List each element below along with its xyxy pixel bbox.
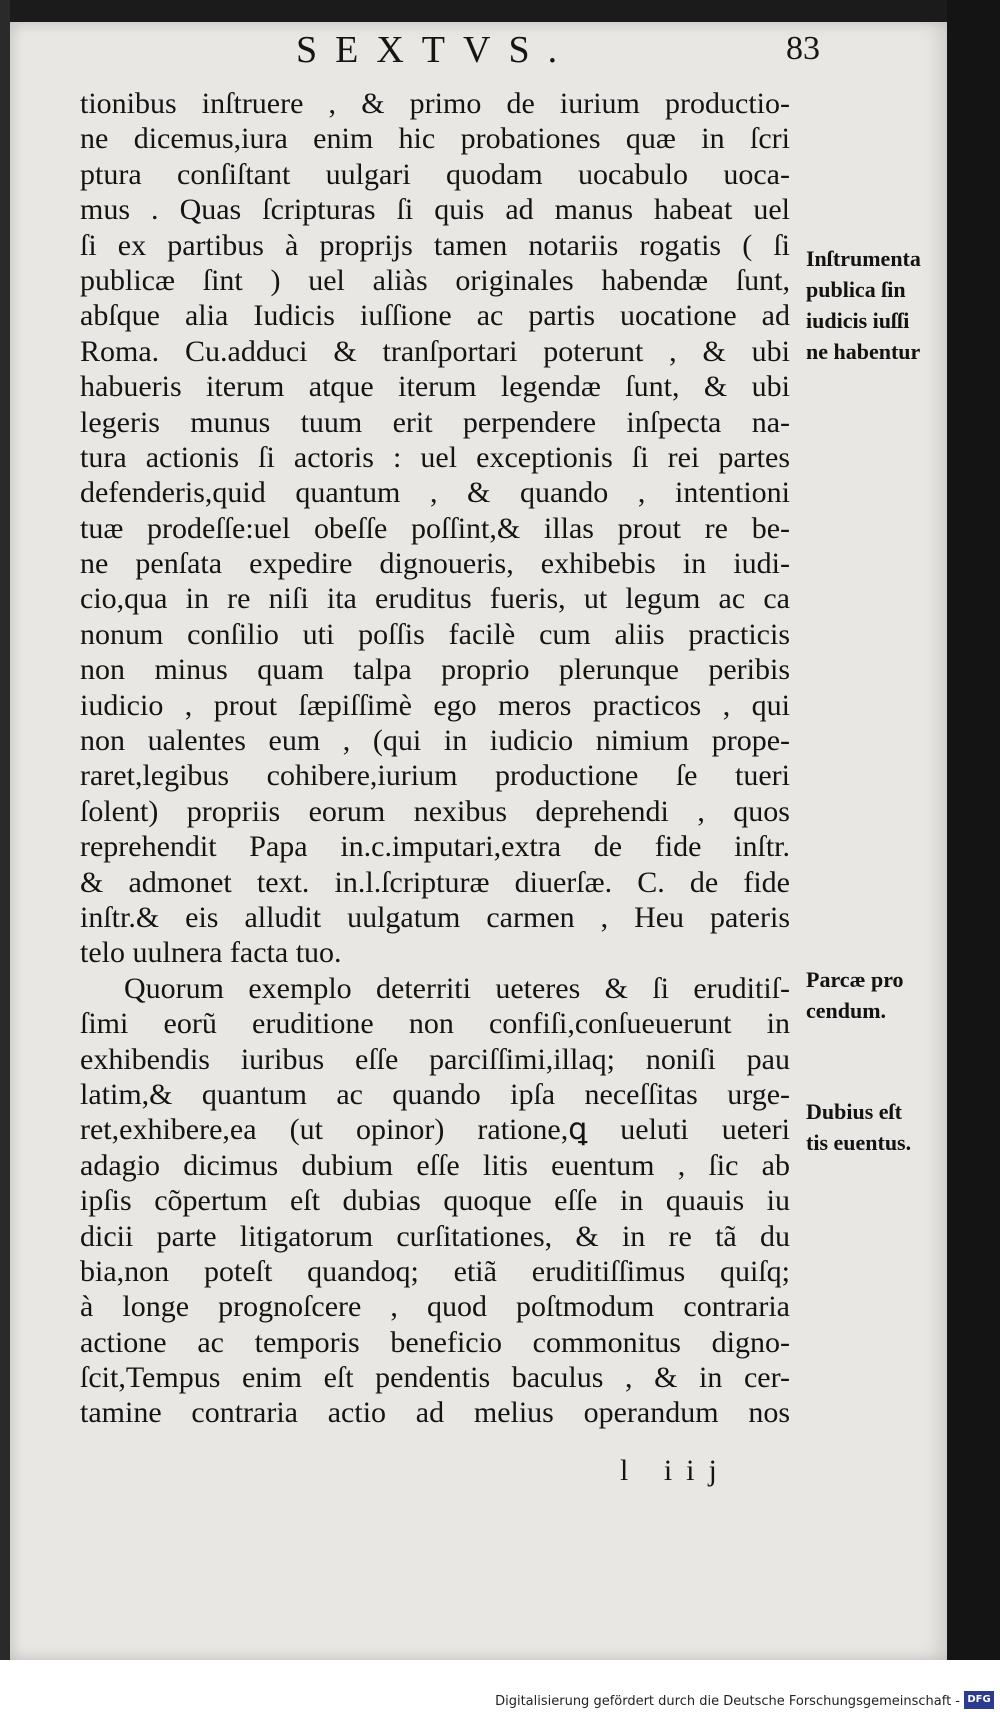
text-line: tuæ prodeſſe:uel obeſſe poſſint,& illas prout re be- bbox=[80, 511, 790, 545]
text-line: latim,& quantum ac quando ipſa neceſſitas urge- bbox=[80, 1077, 790, 1111]
text-line: cio,qua in re niſi ita eruditus fueris, ut legum ac ca bbox=[80, 582, 790, 616]
margin-note-line: Dubius eſt bbox=[806, 1099, 902, 1124]
text-line: abſque alia Iudicis iuſſione ac partis uocatione ad bbox=[80, 299, 790, 333]
footer-bar bbox=[0, 1660, 1000, 1718]
text-line: habueris iterum atque iterum legendæ ſunt, & ubi bbox=[80, 370, 790, 404]
margin-note-line: Parcæ pro bbox=[806, 967, 904, 992]
page-left-edge bbox=[0, 0, 10, 1660]
margin-note-line: tis euentus. bbox=[806, 1130, 912, 1155]
text-line: ret,exhibere,ea (ut opinor) ratione,ꝗ ueluti ueteri bbox=[80, 1113, 790, 1147]
text-line: tura actionis ſi actoris : uel exceptionis ſi rei partes bbox=[80, 440, 790, 474]
margin-notes bbox=[806, 0, 947, 1660]
text-line: non ualentes eum , (qui in iudicio nimium prope- bbox=[80, 724, 790, 758]
text-line: reprehendit Papa in.c.imputari,extra de fide inſtr. bbox=[80, 830, 790, 864]
margin-note-line: publica ſin bbox=[806, 277, 906, 302]
text-line: Roma. Cu.adduci & tranſportari poterunt , & ubi bbox=[80, 334, 790, 368]
text-line: tamine contraria actio ad melius operandum nos bbox=[80, 1396, 790, 1430]
text-line: ſi ex partibus à proprijs tamen notariis rogatis ( ſi bbox=[80, 228, 790, 262]
text-line: dicii parte litigatorum curſitationes, & in re tã du bbox=[80, 1219, 790, 1253]
text-line: nonum conſilio uti poſſis facilè cum aliis practicis bbox=[80, 617, 790, 651]
text-line: raret,legibus cohibere,iurium productione ſe tueri bbox=[80, 759, 790, 793]
footer-credit: Digitalisierung gefördert durch die Deutsche Forschungsgemeinschaft - bbox=[495, 1694, 960, 1709]
text-line: ipſis cõpertum eſt dubias quoque eſſe in quauis iu bbox=[80, 1184, 790, 1218]
signature-mark: l iij bbox=[620, 1454, 731, 1487]
margin-note-dubius bbox=[806, 1096, 947, 1158]
text-line: ſolent) propriis eorum nexibus deprehendi , quos bbox=[80, 794, 790, 828]
text-line: ne dicemus,iura enim hic probationes quæ in ſcri bbox=[80, 122, 790, 156]
page-header bbox=[280, 28, 840, 84]
text-line: telo uulnera facta tuo. bbox=[80, 936, 342, 970]
dfg-logo: DFG bbox=[964, 1691, 994, 1709]
scan-background-right bbox=[947, 0, 1000, 1660]
text-line: non minus quam talpa proprio plerunque peribis bbox=[80, 653, 790, 687]
text-line: adagio dicimus dubium eſſe litis euentum , ſic ab bbox=[80, 1148, 790, 1182]
page-number: 83 bbox=[786, 30, 820, 67]
margin-note-parcae bbox=[806, 964, 947, 1026]
margin-note-line: Inſtrumenta bbox=[806, 246, 921, 271]
main-text-block bbox=[80, 86, 790, 1431]
text-line: mus . Quas ſcripturas ſi quis ad manus habeat uel bbox=[80, 193, 790, 227]
margin-note-line: iudicis iuſſi bbox=[806, 308, 910, 333]
text-line: ſimi eorũ eruditione non confiſi,conſueuerunt in bbox=[80, 1007, 790, 1041]
paragraph-start-line: Quorum exemplo deterriti ueteres & ſi eruditiſ- bbox=[124, 971, 790, 1005]
margin-note-line: ne habentur bbox=[806, 339, 921, 364]
text-line: & admonet text. in.l.ſcripturæ diuerſæ. C. de fide bbox=[80, 865, 790, 899]
text-line: inſtr.& eis alludit uulgatum carmen , Heu pateris bbox=[80, 900, 790, 934]
margin-note-line: cendum. bbox=[806, 998, 887, 1023]
text-line: publicæ ſint ) uel aliàs originales habendæ ſunt, bbox=[80, 263, 790, 297]
margin-note-instrumenta bbox=[806, 243, 947, 367]
text-line: à longe prognoſcere , quod poſtmodum contraria bbox=[80, 1290, 790, 1324]
running-title: SEXTVS. bbox=[296, 29, 576, 71]
text-line: ptura conſiſtant uulgari quodam uocabulo uoca- bbox=[80, 157, 790, 191]
text-line: actione ac temporis beneficio commonitus digno- bbox=[80, 1325, 790, 1359]
text-line: ſcit,Tempus enim eſt pendentis baculus , & in cer- bbox=[80, 1361, 790, 1395]
text-line: legeris munus tuum erit perpendere inſpecta na- bbox=[80, 405, 790, 439]
text-line: defenderis,quid quantum , & quando , intentioni bbox=[80, 476, 790, 510]
text-line: bia,non poteſt quandoq; etiã eruditiſſimus quiſq; bbox=[80, 1254, 790, 1288]
text-line: tionibus inſtruere , & primo de iurium productio- bbox=[80, 87, 790, 120]
text-line: ne penſata expedire dignoueris, exhibebis in iudi- bbox=[80, 547, 790, 581]
text-line: exhibendis iuribus eſſe parciſſimi,illaq; noniſi pau bbox=[80, 1042, 790, 1076]
text-line: iudicio , prout ſæpiſſimè ego meros practicos , qui bbox=[80, 688, 790, 722]
